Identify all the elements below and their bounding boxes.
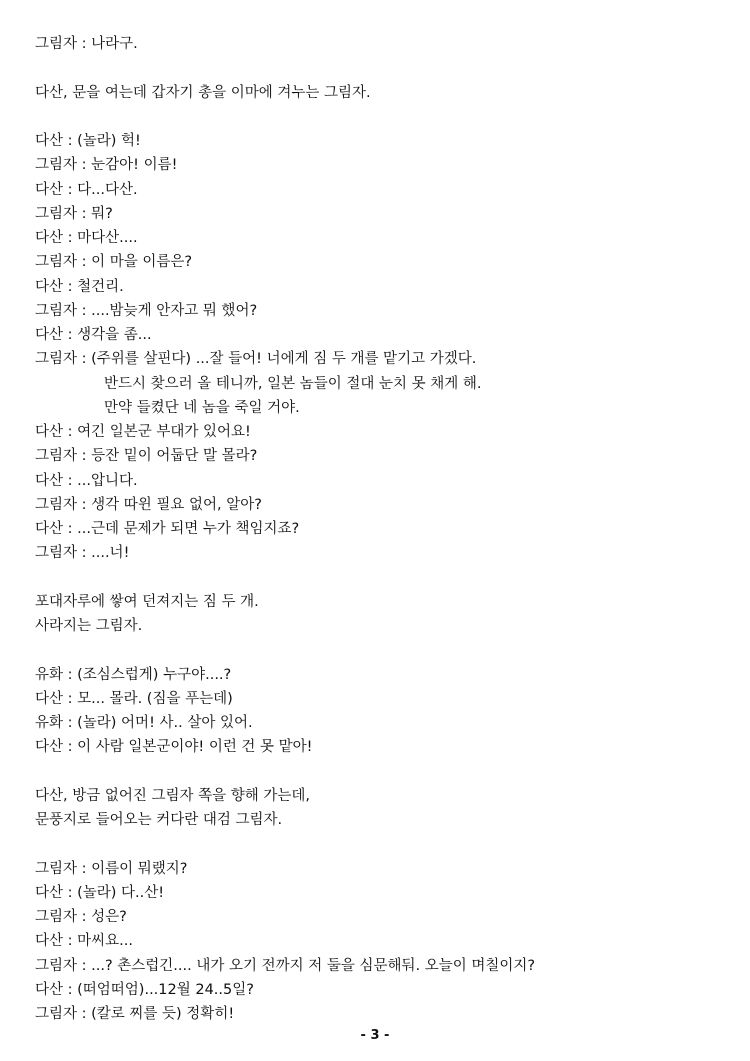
page-number: - 3 - (360, 1028, 390, 1043)
script-line: 그림자 : ...? 촌스럽긴.... 내가 오기 전까지 저 둘을 심문해둬. 오늘이 며칠이지? (35, 957, 536, 974)
stage-direction: 다산, 방금 없어진 그림자 쪽을 향해 가는데, (35, 787, 310, 804)
script-line: 그림자 : 나라구. (35, 36, 138, 52)
script-line: 유화 : (조심스럽게) 누구야....? (35, 666, 232, 683)
blank-line (35, 56, 725, 80)
script-line: 그림자 : 이름이 뭐랬지? (35, 860, 188, 877)
blank-line (35, 760, 725, 784)
stage-direction: 문풍지로 들어오는 커다란 대검 그림자. (35, 812, 283, 828)
script-line: 다산 : 마다산.... (35, 230, 138, 246)
script-line: 다산 : 다...다산. (35, 181, 138, 198)
script-line: 다산 : (놀라) 다..산! (35, 884, 165, 901)
script-line: 그림자 : 성은? (35, 909, 127, 925)
stage-direction: 포대자루에 쌓여 던져지는 짐 두 개. (35, 593, 259, 610)
script-body (35, 32, 725, 1026)
script-line: 그림자 : 눈감아! 이름! (35, 157, 178, 174)
script-line-continuation: 만약 들켰단 네 놈을 죽일 거야. (104, 399, 300, 416)
script-line: 그림자 : 이 마을 이름은? (35, 254, 193, 271)
script-line: 다산 : 마씨요... (35, 933, 133, 950)
script-line: 그림자 : (주위를 살핀다) ...잘 들어! 너에게 짐 두 개를 맡기고 가겠다. (35, 351, 477, 368)
blank-line (35, 638, 725, 662)
blank-line (35, 832, 725, 856)
script-line: 다산 : 생각을 좀... (35, 327, 152, 343)
script-line: 그림자 : (칼로 찌를 듯) 정확히! (35, 1006, 235, 1022)
script-line: 유화 : (놀라) 어머! 사.. 살아 있어. (35, 715, 253, 731)
script-line: 다산 : ...근데 문제가 되면 누가 책임지죠? (35, 521, 300, 537)
script-line: 그림자 : 뭐? (35, 205, 113, 222)
script-line: 그림자 : ....너! (35, 545, 130, 562)
blank-line (35, 566, 725, 590)
stage-direction: 다산, 문을 여는데 갑자기 총을 이마에 겨누는 그림자. (35, 84, 371, 101)
stage-direction: 사라지는 그림자. (35, 618, 143, 634)
script-line: 그림자 : ....밤늦게 안자고 뭐 했어? (35, 302, 258, 319)
script-line-continuation: 반드시 찾으러 올 테니까, 일본 놈들이 절대 눈치 못 채게 해. (104, 375, 482, 392)
script-line: 다산 : (떠엄떠엄)...12월 24..5일? (35, 981, 254, 998)
script-line: 그림자 : 생각 따윈 필요 없어, 알아? (35, 496, 262, 513)
script-line: 다산 : 이 사람 일본군이야! 이런 건 못 맡아! (35, 739, 313, 756)
script-line: 다산 : 여긴 일본군 부대가 있어요! (35, 424, 251, 440)
script-line: 다산 : (놀라) 헉! (35, 133, 141, 149)
script-line: 그림자 : 등잔 밑이 어둡단 말 몰라? (35, 448, 258, 465)
script-line: 다산 : 모... 몰라. (짐을 푸는데) (35, 690, 233, 707)
script-line: 다산 : 철건리. (35, 278, 124, 295)
script-line: 다산 : ...압니다. (35, 472, 138, 489)
blank-line (35, 105, 725, 129)
